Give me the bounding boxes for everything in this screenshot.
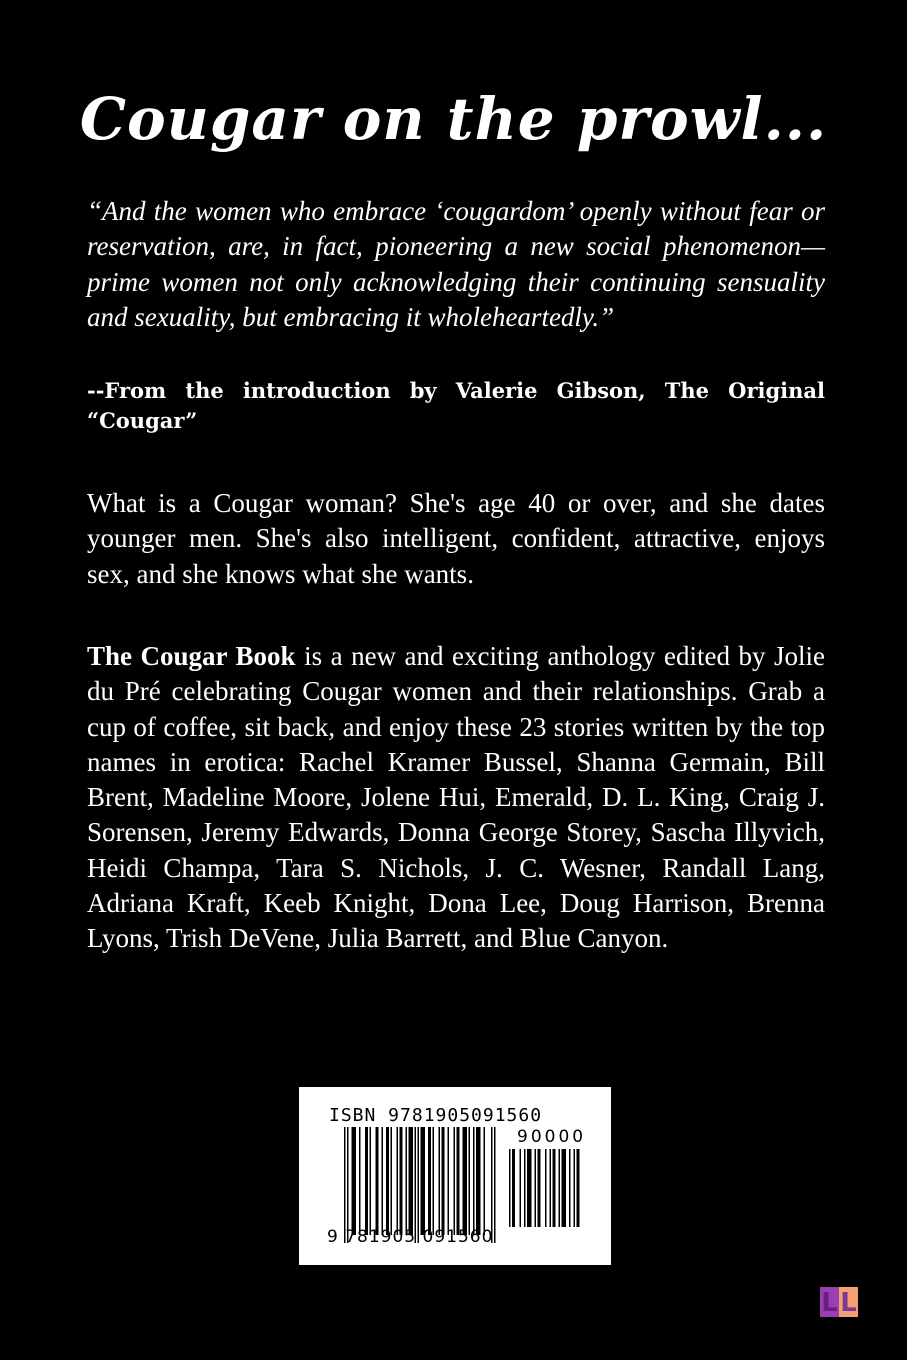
barcode-bar xyxy=(382,1127,384,1235)
barcode-bar xyxy=(538,1149,541,1227)
barcode-bar xyxy=(344,1127,346,1243)
book-title: The Cougar Book xyxy=(87,641,296,671)
isbn-barcode xyxy=(299,1087,611,1265)
barcode-bar xyxy=(418,1127,420,1243)
barcode-bar xyxy=(520,1149,522,1227)
barcode-addon-bars xyxy=(509,1149,585,1235)
barcode-bar xyxy=(527,1149,532,1227)
barcode-bar xyxy=(433,1127,435,1235)
anthology-paragraph xyxy=(87,639,825,957)
barcode-bar xyxy=(559,1149,561,1227)
publisher-logo xyxy=(820,1287,858,1317)
barcode-addon-number: 90000 xyxy=(517,1127,587,1147)
barcode-bar xyxy=(347,1127,349,1243)
barcode-bar xyxy=(512,1149,515,1227)
description-paragraph: What is a Cougar woman? She's age 40 or over, and she dates younger men. She's also intelligent, confident, attractive, enjoys sex, and she knows what she wants. xyxy=(87,488,825,589)
barcode-bar xyxy=(574,1149,576,1227)
barcode-bar xyxy=(494,1127,496,1243)
barcode-bar xyxy=(376,1127,379,1235)
barcode-bar xyxy=(545,1149,547,1227)
barcode-bar xyxy=(524,1149,526,1227)
barcode-bar xyxy=(439,1127,441,1235)
barcode-bars xyxy=(344,1127,496,1243)
barcode-bar xyxy=(463,1127,468,1235)
barcode-bar xyxy=(370,1127,372,1235)
barcode-bar xyxy=(454,1127,456,1235)
barcode-bar xyxy=(562,1149,567,1227)
barcode-bar xyxy=(509,1149,511,1227)
barcode-bar xyxy=(577,1149,580,1227)
barcode-bar xyxy=(400,1127,403,1235)
barcode-bar xyxy=(457,1127,460,1235)
intro-quote: “And the women who embrace ‘cougardom’ openly without fear or reservation, are, in fact, pioneering a new social phenomenon—prime women not only acknowledging their continuing sensuality and sexuality, but embracing it wholeheartedly.” xyxy=(87,196,825,332)
logo-letter: L xyxy=(821,1288,838,1318)
isbn-label: ISBN 9781905091560 xyxy=(329,1105,543,1126)
barcode-bar xyxy=(448,1127,450,1235)
barcode-bar xyxy=(386,1127,389,1235)
barcode-bar xyxy=(473,1127,475,1235)
cover-headline: Cougar on the prowl... xyxy=(79,85,828,153)
barcode-bar xyxy=(397,1127,399,1235)
quote-attribution: --From the introduction by Valerie Gibson, The Original “Cougar” xyxy=(87,378,825,433)
barcode-bar xyxy=(491,1127,493,1243)
barcode-bar xyxy=(415,1127,417,1243)
barcode-bar xyxy=(391,1127,393,1235)
barcode-bar xyxy=(553,1149,556,1227)
barcode-bar xyxy=(365,1127,368,1235)
barcode-bar xyxy=(550,1149,552,1227)
barcode-bar xyxy=(535,1149,537,1227)
barcode-bar xyxy=(428,1127,431,1235)
barcode-bar xyxy=(476,1127,481,1235)
logo-letter: L xyxy=(840,1288,857,1318)
barcode-bar xyxy=(421,1127,426,1235)
barcode-digits: 9 781905 091560 xyxy=(327,1227,494,1247)
barcode-bar xyxy=(352,1127,357,1235)
barcode-bar xyxy=(484,1127,486,1235)
barcode-bar xyxy=(406,1127,408,1235)
anthology-text: is a new and exciting anthology edited by Jolie du Pré celebrating Cougar women and their relationships. Grab a cup of coffee, sit back, and enjoy these 23 stories written by the top names in erotica: Rachel Kramer Bussel, Shanna Germain, Bill Brent, Madeline Moore, Jolene Hui, Emerald, D. L. King, Craig J. Sorensen, Jeremy Edwards, Donna George Storey, Sascha Illyvich, Heidi Champa, Tara S. Nichols, J. C. Wesner, Randall Lang, Adriana Kraft, Keeb Knight, Dona Lee, Doug Harrison, Brenna Lyons, Trish DeVene, Julia Barrett, and Blue Canyon. xyxy=(87,641,825,954)
barcode-bar xyxy=(569,1149,571,1227)
barcode-bar xyxy=(442,1127,445,1235)
barcode-bar xyxy=(359,1127,361,1235)
barcode-bar xyxy=(469,1127,471,1235)
barcode-bar xyxy=(409,1127,414,1235)
